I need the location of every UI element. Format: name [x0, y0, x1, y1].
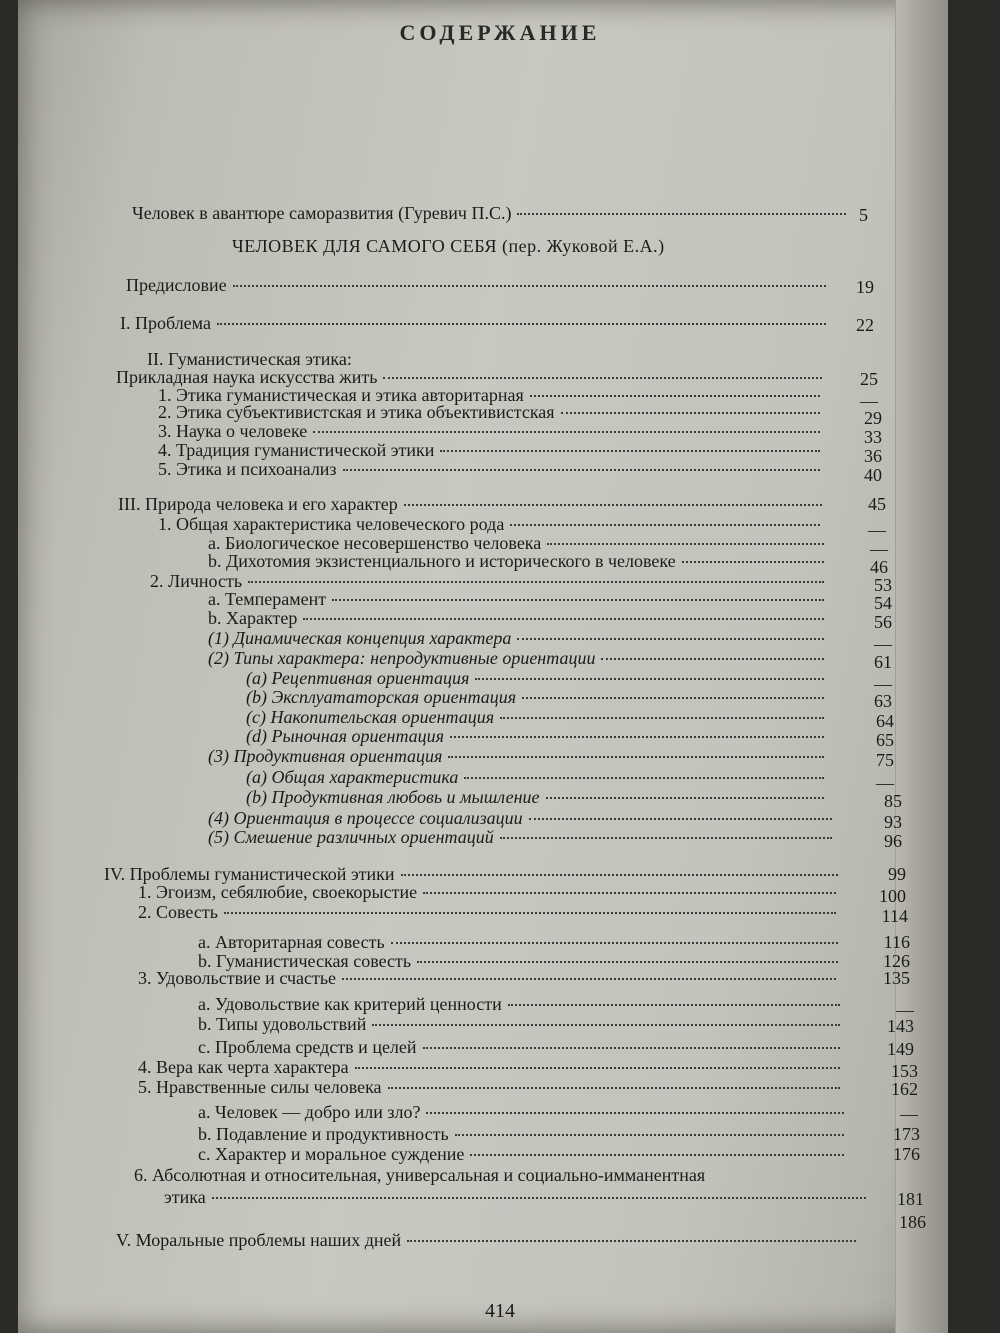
toc-entry-page: 5 [859, 205, 868, 225]
toc-entry-text: (2) Типы характера: непродуктивные ориентации [208, 648, 596, 668]
dot-leader [500, 717, 824, 719]
toc-entry-text: IV. Проблемы гуманистической этики [104, 864, 395, 884]
toc-entry-page: 85 [884, 791, 902, 811]
toc-entry-page: 181 [897, 1189, 924, 1209]
toc-entry [116, 1228, 862, 1252]
toc-entry-page: 63 [874, 691, 892, 711]
section-heading: ЧЕЛОВЕК ДЛЯ САМОГО СЕБЯ (пер. Жуковой Е.А.) [232, 236, 665, 256]
toc-entry-page: 173 [893, 1124, 920, 1144]
dot-leader [248, 581, 824, 583]
dot-leader [417, 961, 838, 963]
toc-entry [198, 1100, 850, 1124]
toc-entry-page: — [876, 773, 894, 793]
toc-entry [126, 273, 832, 297]
toc-entry-page: 46 [870, 557, 888, 577]
toc-entry-text: III. Природа человека и его характер [118, 494, 398, 514]
toc-entry-text: 4. Традиция гуманистической этики [158, 440, 435, 460]
toc-entry-page: 116 [883, 932, 910, 952]
toc-entry-page: 22 [856, 315, 874, 335]
dot-leader [448, 756, 824, 758]
toc-entry-text: a. Авторитарная совесть [198, 932, 385, 952]
toc-entry-page: 56 [874, 612, 892, 632]
dot-leader [404, 504, 822, 506]
toc-entry-page: 29 [864, 408, 882, 428]
toc-entry-text: (b) Продуктивная любовь и мышление [246, 787, 540, 807]
toc-entry-text: V. Моральные проблемы наших дней [116, 1230, 402, 1250]
toc-entry-page: — [870, 539, 888, 559]
toc-entry-page: 54 [874, 593, 892, 613]
toc-entry-page: 149 [887, 1039, 914, 1059]
toc-entry-text: a. Удовольствие как критерий ценности [198, 994, 502, 1014]
toc-entry-text: (c) Накопительская ориентация [246, 707, 495, 727]
toc-entry [158, 457, 826, 481]
toc-entry [208, 825, 838, 849]
toc-entry-page: 93 [884, 812, 902, 832]
toc-entry-text: 1. Этика гуманистическая и этика авторитарная [158, 385, 524, 405]
toc-entry-text: 2. Совесть [138, 902, 218, 922]
toc-entry-text: II. Гуманистическая этика: [147, 349, 352, 369]
toc-entry-page: 135 [883, 968, 910, 988]
toc-entry-text: 3. Наука о человеке [158, 421, 308, 441]
dot-leader [517, 638, 824, 640]
toc-entry-page: — [868, 520, 886, 540]
toc-entry-text: Человек в авантюре саморазвития (Гуревич П.С.) [132, 203, 512, 223]
toc-entry-page: 64 [876, 711, 894, 731]
dot-leader [508, 1004, 840, 1006]
toc-entry-text: 2. Личность [150, 571, 243, 591]
toc-entry-page: 126 [883, 951, 910, 971]
dot-leader [224, 912, 836, 914]
toc-entry-page: 176 [893, 1144, 920, 1164]
toc-entry-text: I. Проблема [120, 313, 211, 333]
toc-entry-text: 5. Нравственные силы человека [138, 1077, 382, 1097]
dot-leader [217, 323, 826, 325]
toc-entry-page: 99 [888, 864, 906, 884]
toc-entry-text: 3. Удовольствие и счастье [138, 968, 337, 988]
dot-leader [233, 285, 826, 287]
toc-entry [120, 311, 832, 335]
dot-leader [510, 524, 820, 526]
toc-entry-page: 33 [864, 427, 882, 447]
toc-entry-text: a. Биологическое несовершенство человека [208, 533, 542, 553]
dot-leader [391, 942, 838, 944]
toc-entry-page: 19 [856, 277, 874, 297]
toc-entry-text: (4) Ориентация в процессе социализации [208, 808, 523, 828]
toc-entry [134, 1163, 874, 1187]
dot-leader [440, 450, 820, 452]
toc-entry-text: 1. Эгоизм, себялюбие, своекорыстие [138, 882, 418, 902]
toc-entry-page: 25 [860, 369, 878, 389]
toc-entry-page: — [896, 1000, 914, 1020]
toc-entry-page: 153 [891, 1061, 918, 1081]
dot-leader [423, 1047, 840, 1049]
dot-leader [561, 412, 820, 414]
toc-entry [138, 1075, 846, 1099]
dot-leader [547, 543, 824, 545]
toc-entry-page: 40 [864, 465, 882, 485]
dot-leader [343, 469, 820, 471]
dot-leader [332, 599, 824, 601]
toc-entry-text: c. Проблема средств и целей [198, 1037, 417, 1057]
dot-leader [450, 736, 824, 738]
toc-entry-text: (b) Эксплуататорская ориентация [246, 687, 517, 707]
toc-entry-page: 186 [899, 1212, 926, 1232]
toc-entry-page: 75 [876, 750, 894, 770]
dot-leader [529, 818, 832, 820]
toc-entry-page: 45 [868, 494, 886, 514]
dot-leader [522, 697, 824, 699]
toc-entry-text: b. Гуманистическая совесть [198, 951, 412, 971]
toc-entry-text: c. Характер и моральное суждение [198, 1144, 465, 1164]
dot-leader [423, 892, 836, 894]
toc-entry-page: 100 [879, 886, 906, 906]
toc-entry-text: b. Подавление и продуктивность [198, 1124, 449, 1144]
toc-entry-text: 6. Абсолютная и относительная, универсальная и социально-имманентная [134, 1165, 706, 1185]
toc-entry-text: (a) Рецептивная ориентация [246, 668, 470, 688]
toc-entry-text: этика [164, 1187, 206, 1207]
toc-entry-text: b. Типы удовольствий [198, 1014, 367, 1034]
toc-entry-text: a. Темперамент [208, 589, 327, 609]
dot-leader [546, 797, 825, 799]
toc-entry-page: 61 [874, 652, 892, 672]
dot-leader [500, 837, 832, 839]
page-title: СОДЕРЖАНИЕ [399, 20, 601, 45]
dot-leader [682, 561, 824, 563]
toc-entry-text: b. Характер [208, 608, 298, 628]
toc-entry-page: 143 [887, 1016, 914, 1036]
toc-entry-text: Прикладная наука искусства жить [116, 367, 378, 387]
toc-entry-text: 1. Общая характеристика человеческого рода [158, 514, 505, 534]
toc-entry-text: (1) Динамическая концепция характера [208, 628, 512, 648]
dot-leader [407, 1240, 856, 1242]
toc-entry-page: — [874, 674, 892, 694]
toc-entry-page: 114 [881, 906, 908, 926]
dot-leader [342, 978, 836, 980]
toc-entry [198, 1012, 846, 1036]
toc-entry-page: — [860, 391, 878, 411]
dot-leader [426, 1112, 844, 1114]
toc-entry-page: 36 [864, 446, 882, 466]
toc-entry-text: 2. Этика субъективистская и этика объективистская [158, 402, 555, 422]
toc-entry-text: (a) Общая характеристика [246, 767, 459, 787]
toc-entry-text: b. Дихотомия экзистенциального и исторического в человеке [208, 551, 676, 571]
toc-intro [132, 201, 852, 225]
dot-leader [401, 874, 838, 876]
dot-leader [372, 1024, 840, 1026]
dot-leader [464, 777, 824, 779]
toc-entry-text: 4. Вера как черта характера [138, 1057, 349, 1077]
dot-leader [212, 1197, 866, 1199]
toc-entry-text: 5. Этика и психоанализ [158, 459, 337, 479]
toc-entry-text: (3) Продуктивная ориентация [208, 746, 443, 766]
toc-entry-page: 96 [884, 831, 902, 851]
dot-leader [601, 658, 824, 660]
toc-entry-page: 53 [874, 575, 892, 595]
toc-entry-page: — [874, 634, 892, 654]
dot-leader [383, 377, 822, 379]
toc-entry-text: (d) Рыночная ориентация [246, 726, 445, 746]
dot-leader [475, 678, 824, 680]
toc-entry-page: 65 [876, 730, 894, 750]
toc-entry-page: 162 [891, 1079, 918, 1099]
dot-leader [470, 1154, 844, 1156]
toc-entry [138, 966, 842, 990]
dot-leader [303, 618, 824, 620]
toc-entry-text: Предисловие [126, 275, 227, 295]
dot-leader [530, 395, 820, 397]
page-number: 414 [485, 1300, 515, 1322]
toc-entry [164, 1185, 872, 1209]
toc-entry-text: a. Человек — добро или зло? [198, 1102, 421, 1122]
dot-leader [455, 1134, 844, 1136]
dot-leader [313, 431, 820, 433]
toc-entry-page: — [900, 1104, 918, 1124]
dot-leader [388, 1087, 840, 1089]
toc-entry [138, 900, 842, 924]
dot-leader [355, 1067, 840, 1069]
toc-entry-text: (5) Смешение различных ориентаций [208, 827, 494, 847]
